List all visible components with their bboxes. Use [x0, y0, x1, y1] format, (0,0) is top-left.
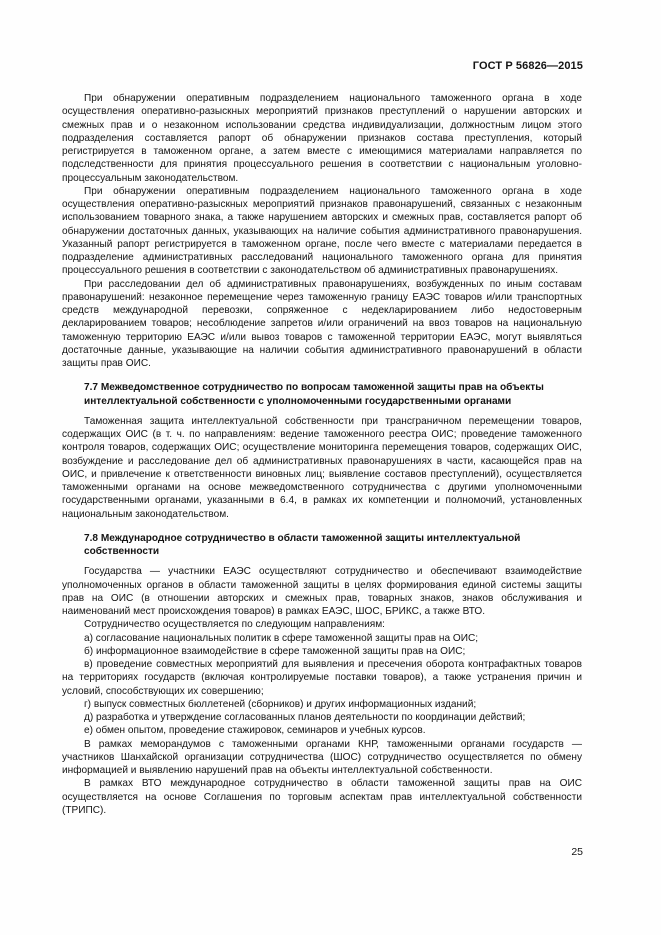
list-item: а) согласование национальных политик в сфере таможенной защиты прав на ОИС; — [84, 632, 479, 644]
list-item: д) разработка и утверждение согласованных планов деятельности по координации действий; — [84, 712, 526, 723]
section-heading-7-8: 7.8 Международное сотрудничество в области таможенной защиты интеллектуальной собственности — [84, 532, 521, 557]
paragraph: В рамках меморандумов с таможенными органами КНР, таможенными органами государств — участников Шанхайской организации сотрудничества (ШОС) сотрудничество осуществляется по обмену информацией и выявлению нарушений прав на объекты интеллектуальной собственности. — [62, 738, 582, 776]
list-item: б) информационное взаимодействие в сфере таможенной защиты прав на ОИС; — [84, 645, 466, 657]
paragraph: Таможенная защита интеллектуальной собственности при трансграничном перемещении товаров, содержащих ОИС (в т. ч. по направлениям: ведение таможенного реестра ОИС; проведение таможенного контроля товаров, содержащих ОИС; осуществление мониторинга перемещения товаров, содержащих ОИС, возбуждение и расследование дел об административных правонарушениях в части, касающейся прав на ОИС, и привлечение к ответственности виновных лиц; выявление составов преступлений), осуществляется таможенными органами на основе межведомственного сотрудничества с другими уполномоченными государственными органами, указанными в 6.4, в рамках их компетенции и полномочий, установленных национальным законодательством. — [62, 415, 582, 520]
page-number: 25 — [571, 846, 583, 858]
list-item: в) проведение совместных мероприятий для выявления и пресечения оборота контрафактных товаров на территориях государств (включая контролируемые поставки товаров), а также устранения причин и условий, способствующих их совершению; — [62, 659, 582, 697]
paragraph: При обнаружении оперативным подразделением национального таможенного органа в ходе осуществления оперативно-разыскных мероприятий признаков правонарушений, связанных с незаконным использованием товарного знака, а также нарушением авторских и смежных прав, составляется рапорт об обнаружении достаточных данных, указывающих на наличие события административного правонарушения. Указанный рапорт регистрируется в таможенном органе, после чего вместе с материалами передается в подразделение административных расследований национального таможенного органа для принятия процессуального решения в соответствии с законодательством об административных правонарушениях. — [62, 185, 582, 277]
section-heading-7-7: 7.7 Межведомственное сотрудничество по вопросам таможенной защиты прав на объекты интеллектуальной собственности с уполномоченными государственными органами — [84, 382, 544, 407]
document-code: ГОСТ Р 56826—2015 — [472, 60, 583, 72]
list-item: е) обмен опытом, проведение стажировок, семинаров и учебных курсов. — [84, 725, 426, 737]
list-item: г) выпуск совместных бюллетеней (сборников) и других информационных изданий; — [84, 698, 477, 710]
paragraph: Государства — участники ЕАЭС осуществляют сотрудничество и обеспечивают взаимодействие уполномоченных органов в области таможенной защиты в целях формирования единой системы защиты прав на ОИС (в отношении авторских и смежных прав, товарных знаков, знаков обслуживания и наименований мест происхождения товаров) в рамках ЕАЭС, ШОС, БРИКС, а также ВТО. — [62, 566, 582, 617]
paragraph: Сотрудничество осуществляется по следующим направлениям: — [84, 619, 385, 631]
paragraph: При обнаружении оперативным подразделением национального таможенного органа в ходе осуществления оперативно-разыскных мероприятий признаков преступлений о нарушении авторских и смежных прав и о незаконном использовании средства индивидуализации, должностным лицом этого подразделения составляется рапорт об обнаружении признаков состава преступления, который регистрируется в таможенном органе, а затем вместе с имеющимися материалами направляется по подследственности для принятия процессуального решения в соответствии с национальным уголовно-процессуальным законодательством. — [62, 93, 582, 184]
paragraph: В рамках ВТО международное сотрудничество в области таможенной защиты прав на ОИС осуществляется на основе Соглашения по торговым аспектам прав интеллектуальной собственности (ТРИПС). — [62, 778, 582, 816]
page-content — [62, 92, 582, 817]
paragraph: При расследовании дел об административных правонарушениях, возбужденных по иным составам правонарушений: незаконное перемещение через таможенную границу ЕАЭС товаров и/или транспортных средств международной перевозки, сопряженное с недекларированием либо недостоверным декларированием товаров; несоблюдение запретов и/или ограничений на ввоз товаров на национальную таможенную территорию ЕАЭС и/или вывоз товаров с таможенной территории ЕАЭС, могут выявляться достаточные данные, указывающие на наличии события административного правонарушений в области защиты прав ОИС. — [62, 278, 582, 369]
